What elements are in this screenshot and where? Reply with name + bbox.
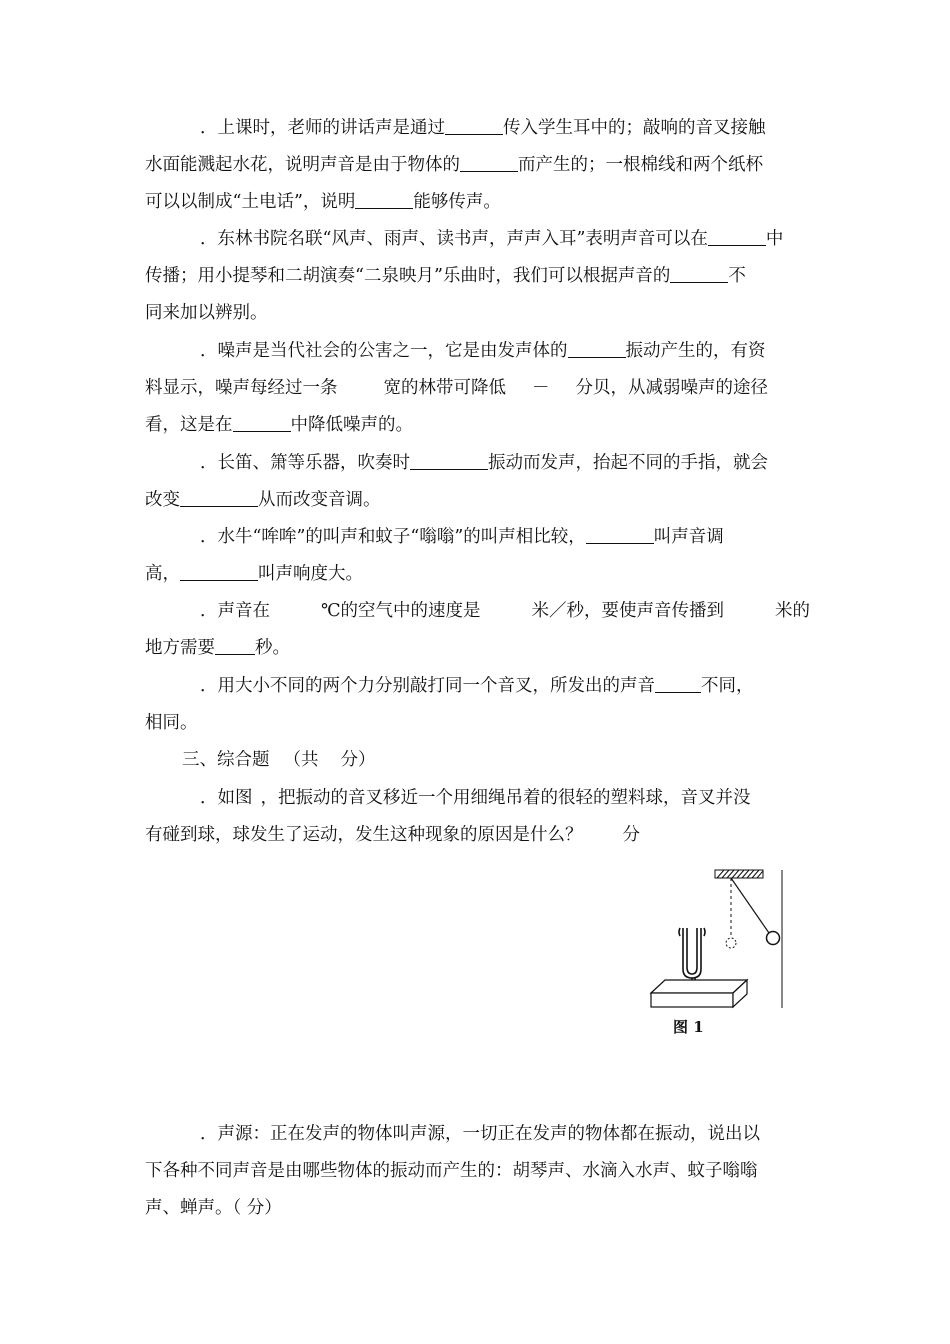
q1-line2: 水面能溅起水花，说明声音是由于物体的 而产生的；一根棉线和两个纸杯 [145,155,763,175]
answer-blank[interactable] [568,340,626,358]
q6-line1: ．声音在 ℃的空气中的速度是 米／秒，要使声音传播到 米的 [200,601,810,621]
tuning-fork-figure [645,866,790,1011]
q3-line1: ．噪声是当代社会的公害之一，它是由发声体的 振动产生的，有资 [200,341,766,361]
plastic-ball [767,932,780,945]
q5-line1: ．水牛“哞哞”的叫声和蚊子“嗡嗡”的叫声相比较， 叫声音调 [200,527,724,547]
q9-line3: 声、蝉声。（ 分） [145,1198,282,1218]
q7-line1: ．用大小不同的两个力分别敲打同一个音叉，所发出的声音 不同， [200,676,754,696]
answer-blank[interactable] [410,452,488,470]
q6-line2: 地方需要 秒。 [145,638,290,658]
answer-blank[interactable] [180,563,258,581]
answer-blank[interactable] [460,154,518,172]
figure-caption: 图 1 [673,1018,704,1036]
answer-blank[interactable] [586,526,654,544]
answer-blank[interactable] [355,191,413,209]
q7-line2: 相同。 [145,713,198,733]
q3-line3: 看，这是在 中降低噪声的。 [145,415,413,435]
q2-line3: 同来加以辨别。 [145,303,268,323]
answer-blank[interactable] [445,117,503,135]
q8-line1: ．如图 ，把振动的音叉移近一个用细绳吊着的很轻的塑料球，音叉并没 [200,788,751,808]
q2-line2: 传播；用小提琴和二胡演奏“二泉映月”乐曲时，我们可以根据声音的 不 [145,266,746,286]
q9-line2: 下各种不同声音是由哪些物体的振动而产生的：胡琴声、水滴入水声、蚊子嗡嗡 [145,1161,758,1181]
resonance-box [651,980,747,1007]
answer-blank[interactable] [180,489,258,507]
answer-blank[interactable] [215,637,255,655]
ball-rest-position [726,938,736,948]
q1-line1: ．上课时，老师的讲话声是通过 传入学生耳中的；敲响的音叉接触 [200,118,766,138]
answer-blank[interactable] [670,265,728,283]
answer-blank[interactable] [655,675,701,693]
q4-line2: 改变 从而改变音调。 [145,490,381,510]
answer-blank[interactable] [233,414,291,432]
q2-line1: ．东林书院名联“风声、雨声、读书声，声声入耳”表明声音可以在 中 [200,229,784,249]
q9-line1: ．声源：正在发声的物体叫声源，一切正在发声的物体都在振动，说出以 [200,1124,760,1144]
string [731,878,769,933]
q3-line2: 料显示，噪声每经过一条 宽的林带可降低 － 分贝，从减弱噪声的途径 [145,378,768,398]
q8-line2: 有碰到球，球发生了运动，发生这种现象的原因是什么？ 分 [145,825,640,845]
q5-line2: 高， 叫声响度大。 [145,564,363,584]
q1-line3: 可以以制成“土电话”，说明 能够传声。 [145,192,501,212]
answer-blank[interactable] [708,228,766,246]
q4-line1: ．长笛、箫等乐器，吹奏时 振动而发声，抬起不同的手指，就会 [200,453,768,473]
section-heading: 三、综合题 （共 分） [182,750,376,770]
